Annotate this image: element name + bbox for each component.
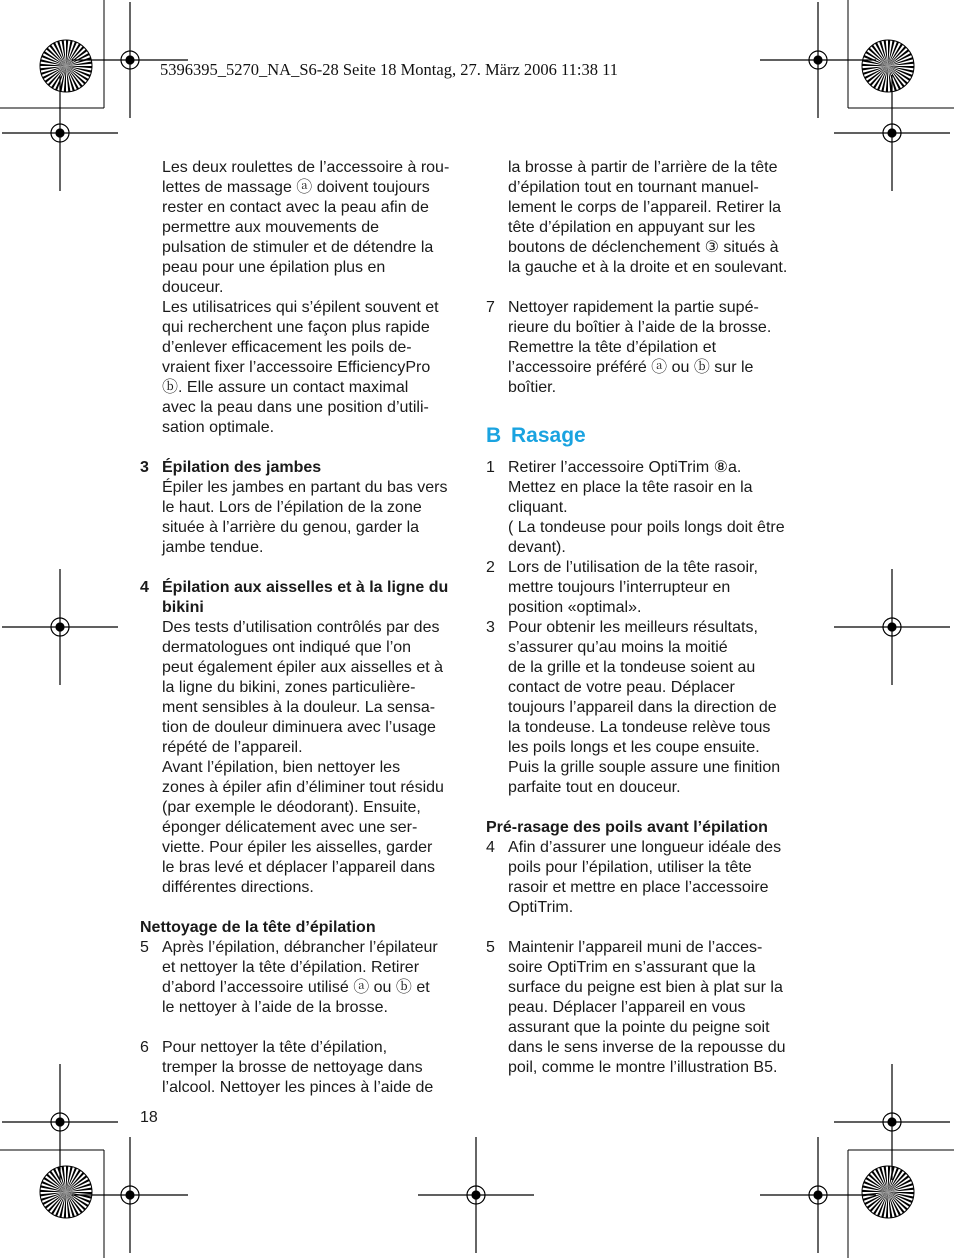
text-line: [140, 878, 466, 898]
text-line: [486, 1018, 812, 1038]
line-text: s’assurer qu’au moins la moitié: [508, 639, 728, 656]
list-number: 4: [140, 579, 149, 596]
line-text: Avant l’épilation, bien nettoyer les: [162, 759, 401, 776]
text-line: [486, 978, 812, 998]
line-text: tête d’épilation en appuyant sur les: [508, 219, 756, 236]
text-line: [486, 718, 812, 738]
text-line: [486, 678, 812, 698]
list-number: 1: [486, 459, 495, 476]
line-text: la ligne du bikini, zones particulière-: [162, 679, 416, 696]
line-text: la tondeuse. La tondeuse relève tous: [508, 719, 771, 736]
list-number: 6: [140, 1039, 149, 1056]
text-line: [140, 758, 466, 778]
text-line: [486, 758, 812, 778]
line-text: boutons de déclenchement ③ situés à: [508, 239, 779, 256]
text-line: [140, 978, 466, 998]
line-text: poil, comme le montre l’illustration B5.: [508, 1059, 778, 1076]
text-line: [486, 938, 812, 958]
line-text: dermatologues ont indiqué que l’on: [162, 639, 412, 656]
text-line: [486, 598, 812, 618]
paragraph-gap: [140, 898, 466, 918]
line-text: assurant que la pointe du peigne soit: [508, 1019, 770, 1036]
text-line: [140, 958, 466, 978]
line-text: Pour obtenir les meilleurs résultats,: [508, 619, 758, 636]
list-number: 3: [140, 459, 149, 476]
starburst-mark: [40, 1166, 92, 1218]
line-text: zones à épiler afin d’éliminer tout résidu: [162, 779, 444, 796]
line-text: l’accessoire préféré ⓐ ou ⓑ sur le: [508, 359, 754, 376]
line-text: parfaite tout en douceur.: [508, 779, 681, 796]
text-line: [140, 1038, 466, 1058]
line-text: Puis la grille souple assure une finition: [508, 759, 781, 776]
line-text: (par exemple le déodorant). Ensuite,: [162, 799, 421, 816]
text-line: [486, 238, 812, 258]
line-text: sation optimale.: [162, 419, 275, 436]
text-line: [486, 858, 812, 878]
section-letter: B: [486, 424, 502, 447]
line-text: Nettoyage de la tête d’épilation: [140, 919, 376, 936]
line-text: d’abord l’accessoire utilisé ⓐ ou ⓑ et: [162, 979, 430, 996]
text-line: [140, 738, 466, 758]
line-text: Les deux roulettes de l’accessoire à rou-: [162, 159, 450, 176]
list-number: 4: [486, 839, 495, 856]
subheading-line: [140, 578, 466, 598]
line-text: Pré-rasage des poils avant l’épilation: [486, 819, 768, 836]
list-number: 5: [140, 939, 149, 956]
line-text: pulsation de stimuler et de détendre la: [162, 239, 434, 256]
text-line: [140, 278, 466, 298]
text-line: [140, 798, 466, 818]
text-line: [486, 698, 812, 718]
line-text: rieure du boîtier à l’aide de la brosse.: [508, 319, 772, 336]
text-line: [486, 998, 812, 1018]
text-line: [486, 838, 812, 858]
line-text: peut également épiler aux aisselles et à: [162, 659, 444, 676]
text-line: [486, 158, 812, 178]
text-line: [140, 258, 466, 278]
line-text: Remettre la tête d’épilation et: [508, 339, 717, 356]
section-title: Rasage: [511, 424, 586, 447]
list-number: 3: [486, 619, 495, 636]
line-text: mettre toujours l’interrupteur en: [508, 579, 731, 596]
text-line: [140, 538, 466, 558]
line-text: tremper la brosse de nettoyage dans: [162, 1059, 423, 1076]
line-text: Les utilisatrices qui s’épilent souvent et: [162, 299, 439, 316]
line-text: avec la peau dans une position d’utili-: [162, 399, 429, 416]
text-line: [486, 258, 812, 278]
line-text: dans le sens inverse de la repousse du: [508, 1039, 786, 1056]
line-text: les poils longs et les coupe ensuite.: [508, 739, 760, 756]
line-text: Lors de l’utilisation de la tête rasoir,: [508, 559, 758, 576]
line-text: douceur.: [162, 279, 224, 296]
starburst-mark: [862, 1166, 914, 1218]
paragraph-gap: [486, 918, 812, 938]
line-text: surface du peigne est bien à plat sur la: [508, 979, 783, 996]
line-text: le haut. Lors de l’épilation de la zone: [162, 499, 422, 516]
line-text: Mettez en place la tête rasoir en la: [508, 479, 753, 496]
text-line: [140, 158, 466, 178]
line-text: de la grille et la tondeuse soient au: [508, 659, 756, 676]
text-line: [140, 318, 466, 338]
line-text: peau pour une épilation plus en: [162, 259, 386, 276]
text-line: [486, 318, 812, 338]
line-text: rasoir et mettre en place l’accessoire: [508, 879, 769, 896]
line-text: cliquant.: [508, 499, 568, 516]
text-line: [140, 478, 466, 498]
paragraph-gap: [140, 558, 466, 578]
line-text: différentes directions.: [162, 879, 314, 896]
line-text: ⓑ. Elle assure un contact maximal: [162, 379, 409, 396]
text-line: [486, 778, 812, 798]
text-line: [486, 478, 812, 498]
text-line: [140, 338, 466, 358]
right-text-column: [486, 158, 812, 1078]
line-text: Épilation des jambes: [162, 459, 322, 476]
section-heading: [486, 422, 812, 450]
line-text: Pour nettoyer la tête d’épilation,: [162, 1039, 388, 1056]
text-line: [140, 818, 466, 838]
text-line: [486, 498, 812, 518]
text-line: [140, 678, 466, 698]
subheading-line: [140, 598, 466, 618]
text-line: [140, 998, 466, 1018]
text-line: [140, 778, 466, 798]
text-line: [140, 418, 466, 438]
text-line: [140, 718, 466, 738]
paragraph-gap: [486, 798, 812, 818]
line-text: lement le corps de l’appareil. Retirer la: [508, 199, 782, 216]
text-line: [486, 898, 812, 918]
line-text: position «optimal».: [508, 599, 642, 616]
line-text: ment sensibles à la douleur. La sensa-: [162, 699, 436, 716]
line-text: viette. Pour épiler les aisselles, garder: [162, 839, 433, 856]
text-line: [486, 458, 812, 478]
line-text: Épilation aux aisselles et à la ligne du: [162, 579, 449, 596]
text-line: [140, 198, 466, 218]
text-line: [486, 578, 812, 598]
text-line: [140, 658, 466, 678]
subheading-line: [140, 458, 466, 478]
text-line: [486, 738, 812, 758]
line-text: Après l’épilation, débrancher l’épilateur: [162, 939, 438, 956]
line-text: peau. Déplacer l’appareil en vous: [508, 999, 746, 1016]
line-text: boîtier.: [508, 379, 557, 396]
line-text: soire OptiTrim en s’assurant que la: [508, 959, 756, 976]
text-line: [140, 838, 466, 858]
line-text: tion de douleur diminuera avec l’usage: [162, 719, 436, 736]
text-line: [486, 958, 812, 978]
text-line: [140, 638, 466, 658]
line-text: vraient fixer l’accessoire EfficiencyPro: [162, 359, 431, 376]
paragraph-gap: [486, 278, 812, 298]
line-text: répété de l’appareil.: [162, 739, 303, 756]
line-text: la gauche et à la droite et en soulevant.: [508, 259, 788, 276]
line-text: d’épilation tout en tournant manuel-: [508, 179, 759, 196]
text-line: [486, 298, 812, 318]
text-line: [486, 558, 812, 578]
text-line: [486, 518, 812, 538]
line-text: ( La tondeuse pour poils longs doit être: [508, 519, 785, 536]
starburst-mark: [40, 40, 92, 92]
text-line: [140, 398, 466, 418]
text-line: [140, 238, 466, 258]
text-line: [140, 298, 466, 318]
page-number: 18: [140, 1109, 158, 1126]
line-text: la brosse à partir de l’arrière de la tête: [508, 159, 778, 176]
text-line: [486, 1058, 812, 1078]
text-line: [486, 658, 812, 678]
left-text-column: [140, 158, 466, 1098]
line-text: permettre aux mouvements de: [162, 219, 379, 236]
line-text: Épiler les jambes en partant du bas vers: [162, 479, 448, 496]
text-line: [486, 178, 812, 198]
text-line: [140, 178, 466, 198]
text-line: [140, 938, 466, 958]
paragraph-gap: [140, 1018, 466, 1038]
subheading-line: [140, 918, 466, 938]
line-text: devant).: [508, 539, 566, 556]
text-line: [486, 878, 812, 898]
line-text: rester en contact avec la peau afin de: [162, 199, 429, 216]
text-line: [140, 358, 466, 378]
text-line: [140, 858, 466, 878]
text-line: [140, 618, 466, 638]
text-line: [486, 638, 812, 658]
list-number: 7: [486, 299, 495, 316]
list-number: 5: [486, 939, 495, 956]
text-line: [140, 218, 466, 238]
subheading-line: [486, 818, 812, 838]
text-line: [486, 198, 812, 218]
line-text: le nettoyer à l’aide de la brosse.: [162, 999, 388, 1016]
line-text: lettes de massage ⓐ doivent toujours: [162, 179, 430, 196]
text-line: [140, 378, 466, 398]
line-text: Afin d’assurer une longueur idéale des: [508, 839, 782, 856]
text-line: [140, 498, 466, 518]
line-text: toujours l’appareil dans la direction de: [508, 699, 777, 716]
text-line: [486, 358, 812, 378]
text-line: [140, 698, 466, 718]
line-text: qui recherchent une façon plus rapide: [162, 319, 430, 336]
text-line: [486, 338, 812, 358]
line-text: Nettoyer rapidement la partie supé-: [508, 299, 759, 316]
line-text: bikini: [162, 599, 204, 616]
line-text: contact de votre peau. Déplacer: [508, 679, 735, 696]
list-number: 2: [486, 559, 495, 576]
text-line: [140, 518, 466, 538]
line-text: Des tests d’utilisation contrôlés par des: [162, 619, 440, 636]
text-line: [486, 218, 812, 238]
line-text: et nettoyer la tête d’épilation. Retirer: [162, 959, 420, 976]
text-line: [486, 618, 812, 638]
text-line: [486, 1038, 812, 1058]
line-text: Maintenir l’appareil muni de l’acces-: [508, 939, 763, 956]
line-text: d’enlever efficacement les poils de-: [162, 339, 412, 356]
line-text: jambe tendue.: [162, 539, 264, 556]
paragraph-gap: [486, 398, 812, 418]
line-text: le bras levé et déplacer l’appareil dans: [162, 859, 436, 876]
text-line: [486, 378, 812, 398]
line-text: éponger délicatement avec une ser-: [162, 819, 418, 836]
line-text: Retirer l’accessoire OptiTrim ⑧a.: [508, 459, 742, 476]
paragraph-gap: [140, 438, 466, 458]
line-text: l’alcool. Nettoyer les pinces à l’aide de: [162, 1079, 434, 1096]
print-imprint-header: 5396395_5270_NA_S6-28 Seite 18 Montag, 27. März 2006 11:38 11: [160, 60, 618, 79]
text-line: [140, 1058, 466, 1078]
line-text: poils pour l’épilation, utiliser la tête: [508, 859, 752, 876]
text-line: [140, 1078, 466, 1098]
starburst-mark: [862, 40, 914, 92]
line-text: située à l’arrière du genou, garder la: [162, 519, 420, 536]
line-text: OptiTrim.: [508, 899, 574, 916]
text-line: [486, 538, 812, 558]
